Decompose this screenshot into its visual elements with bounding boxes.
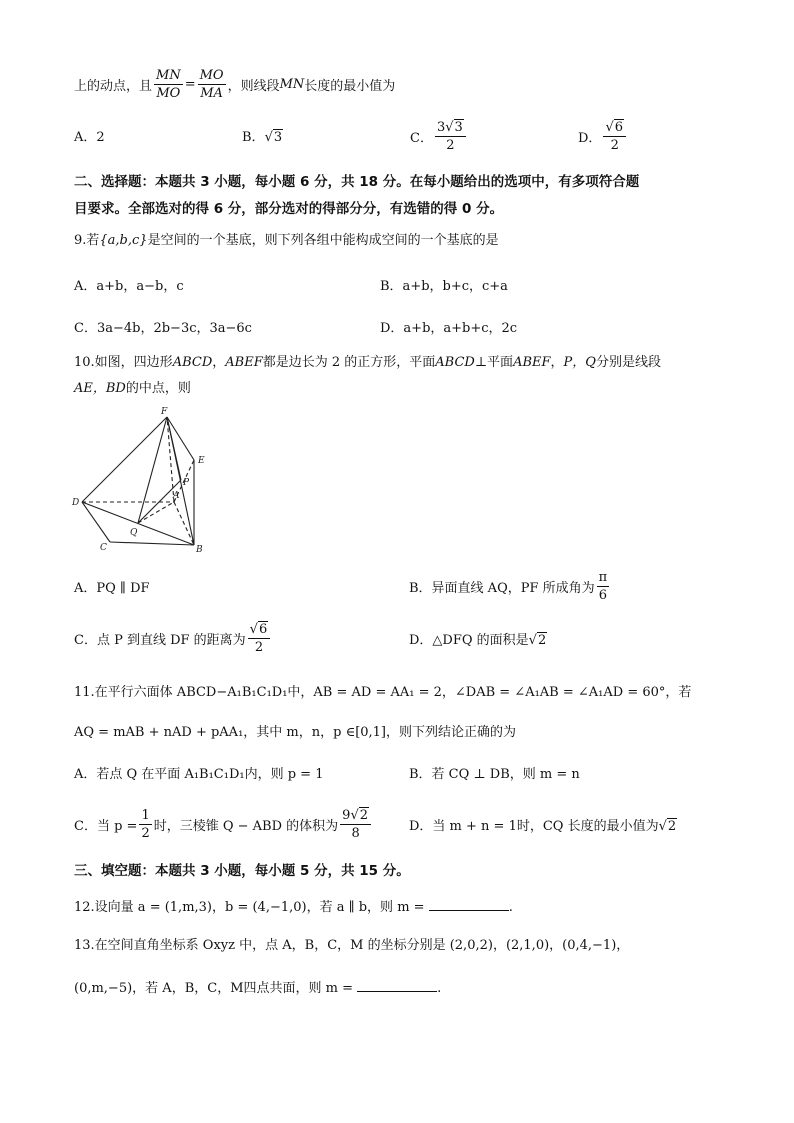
q10-line1-e: 分别是线段 [595, 355, 661, 370]
edge-af-dashed [167, 417, 174, 502]
q10-line1-perp: ⊥平面 [474, 355, 514, 370]
q9-option-d: D．a+b，a+b+c，2c [380, 321, 518, 336]
q11-option-d-text: D．当 m + n = 1时，CQ 长度的最小值为 [409, 819, 659, 834]
q8-stem-b: ，则线段 [227, 78, 280, 94]
q10-option-b-num: π [598, 569, 608, 585]
q8-frac2-den: MA [200, 85, 223, 101]
q8-option-c [410, 116, 468, 156]
q10-option-d-radicand: 2 [537, 633, 547, 648]
q9-stem-suffix: 是空间的一个基底，则下列各组中能构成空间的一个基底的是 [147, 233, 499, 248]
q10-option-b-den: 6 [598, 587, 608, 603]
q11-option-c-a: C．当 p = [74, 818, 138, 834]
section2-heading-line1: 二、选择题：本题共 3 小题，每小题 6 分，共 18 分。在每小题给出的选项中，有多项符合题 [74, 174, 640, 190]
q10-option-c [74, 618, 272, 658]
q11-option-c-frac-num: 1 [141, 807, 150, 823]
q8-option-c-num: 3√3 [435, 119, 466, 137]
label-e: E [198, 456, 205, 466]
q10-option-b [409, 566, 611, 606]
q11-option-c-vol [340, 807, 371, 842]
q8-option-b: B．√3 [242, 130, 283, 145]
q8-stem-c: 长度的最小值为 [304, 78, 396, 94]
q8-stem-a: 上的动点，且 [74, 78, 153, 94]
q11-stem-line2: AQ = mAB + nAD + pAA₁，其中 m，n，p ∈[0,1]，则下列结论正确的为 [74, 725, 517, 740]
q8-frac-mn-mo [154, 67, 183, 102]
q10-option-c-num: √6 [248, 621, 271, 639]
q12-text: 12.设向量 a = (1,m,3)，b = (4,−1,0)，若 a ∥ b，则 m = [74, 900, 425, 915]
q8-option-c-den: 2 [446, 137, 455, 153]
q12-stem [74, 896, 513, 915]
q10-line1-abef2: ABEF [513, 355, 551, 370]
q8-option-d [578, 116, 628, 156]
q11-option-c-frac [139, 807, 151, 842]
q8-option-d-num: √6 [603, 119, 626, 137]
q11-option-c-vol-num: 9√2 [340, 807, 371, 825]
section2-heading-line2: 目要求。全部选对的得 6 分，部分选对的得部分分，有选错的得 0 分。 [74, 201, 504, 217]
label-f: F [161, 407, 168, 417]
q8-option-c-label: C． [410, 130, 433, 146]
q8-options [74, 116, 734, 160]
q11-option-c [74, 804, 373, 844]
q10-stem-line2 [74, 377, 191, 396]
q11-option-d-radicand: 2 [667, 819, 677, 834]
q8-frac2-num: MO [199, 67, 224, 83]
q8-stem [74, 62, 395, 106]
q9-stem [74, 229, 499, 248]
q8-option-b-label: B． [242, 130, 265, 145]
q8-frac1-den: MO [156, 85, 181, 101]
q10-option-b-text: B．异面直线 AQ，PF 所成角为 [409, 580, 595, 596]
q10-line2-rest: 的中点，则 [125, 381, 191, 396]
q10-option-d-text: D．△DFQ 的面积是 [409, 633, 529, 648]
q10-line1-abcd2: ABCD [435, 355, 475, 370]
q12-end: . [508, 900, 513, 915]
q11-option-c-frac-den: 2 [141, 825, 150, 841]
q8-option-a: A．2 [74, 130, 105, 145]
q8-frac1-num: MN [156, 67, 181, 83]
q13-answer-blank[interactable] [357, 977, 437, 992]
q11-option-d: D．当 m + n = 1时，CQ 长度的最小值为√2 [409, 819, 677, 834]
q11-option-a: A．若点 Q 在平面 A₁B₁C₁D₁内，则 p = 1 [74, 767, 324, 782]
q8-option-d-radicand: 6 [614, 119, 624, 135]
q10-line1-abef: ABEF [225, 355, 263, 370]
q12-answer-blank[interactable] [429, 896, 509, 911]
q9-stem-prefix: 9.若 [74, 233, 100, 248]
edge-dc [82, 502, 110, 542]
q9-option-c: C．3a−4b，2b−3c，3a−6c [74, 321, 252, 336]
q8-frac-mo-ma [198, 67, 226, 102]
q8-var-mn: MN [279, 76, 305, 92]
q13-line2-text: (0,m,−5)，若 A，B，C，M四点共面，则 m = [74, 981, 353, 996]
q10-line1-d: ， [550, 355, 564, 370]
label-b: B [196, 545, 203, 555]
q10-line1-a: 10.如图，四边形 [74, 355, 173, 370]
label-c: C [100, 543, 107, 553]
q11-option-b: B．若 CQ ⊥ DB，则 m = n [409, 767, 580, 782]
q10-line1-abcd: ABCD [172, 355, 213, 370]
label-q: Q [130, 528, 138, 538]
q10-option-c-text: C．点 P 到直线 DF 的距离为 [74, 632, 246, 648]
q8-option-d-frac [603, 119, 626, 154]
q10-line1-c: 都是边长为 2 的正方形，平面 [262, 355, 436, 370]
q11-option-c-b: 时，三棱锥 Q − ABD 的体积为 [153, 818, 339, 834]
q13-end: . [437, 981, 442, 996]
q8-option-c-frac [435, 119, 466, 154]
edge-fd [82, 417, 167, 502]
label-a: A [173, 491, 180, 501]
q8-option-d-den: 2 [610, 137, 619, 153]
q10-stem-line1 [74, 351, 661, 370]
q11-option-c-vol-den: 8 [351, 825, 360, 841]
q8-option-d-label: D． [578, 130, 602, 146]
label-d: D [72, 498, 80, 508]
q10-option-c-den: 2 [254, 639, 264, 655]
q13-stem-line2 [74, 977, 441, 996]
q9-stem-set: {a,b,c} [99, 233, 148, 248]
q10-figure [70, 405, 220, 555]
q11-option-c-vol-coef: 9 [342, 807, 351, 823]
q11-stem-line1: 11.在平行六面体 ABCD−A₁B₁C₁D₁中，AB = AD = AA₁ = 2，∠DAB = ∠A₁AB = ∠A₁AD = 60°，若 [74, 685, 692, 700]
q8-equals: = [184, 76, 196, 92]
q10-option-a: A．PQ ∥ DF [74, 581, 150, 596]
section3-heading: 三、填空题：本题共 3 小题，每小题 5 分，共 15 分。 [74, 863, 410, 879]
q10-option-b-frac [597, 569, 610, 604]
edge-fq [138, 417, 167, 523]
q9-option-b: B．a+b，b+c，c+a [380, 279, 508, 294]
label-p: P [183, 478, 190, 488]
q10-option-c-radicand: 6 [258, 621, 268, 637]
q13-stem-line1: 13.在空间直角坐标系 Oxyz 中，点 A，B，C，M 的坐标分别是 (2,0,2)，(2,1,0)，(0,4,−1)， [74, 938, 630, 953]
q8-option-c-radicand: 3 [454, 119, 463, 135]
q8-option-b-radicand: 3 [273, 130, 283, 145]
q11-option-c-vol-radicand: 2 [359, 807, 369, 823]
q10-line1-b: ， [212, 355, 226, 370]
q10-option-c-frac [248, 621, 271, 656]
q8-option-c-coef: 3 [436, 119, 446, 135]
q9-option-a: A．a+b，a−b，c [74, 279, 184, 294]
q10-option-d: D．△DFQ 的面积是√2 [409, 633, 547, 648]
q10-line2-ae: AE，BD [74, 381, 126, 396]
edge-cb [110, 542, 194, 545]
q10-line1-pq: P，Q [563, 355, 596, 370]
